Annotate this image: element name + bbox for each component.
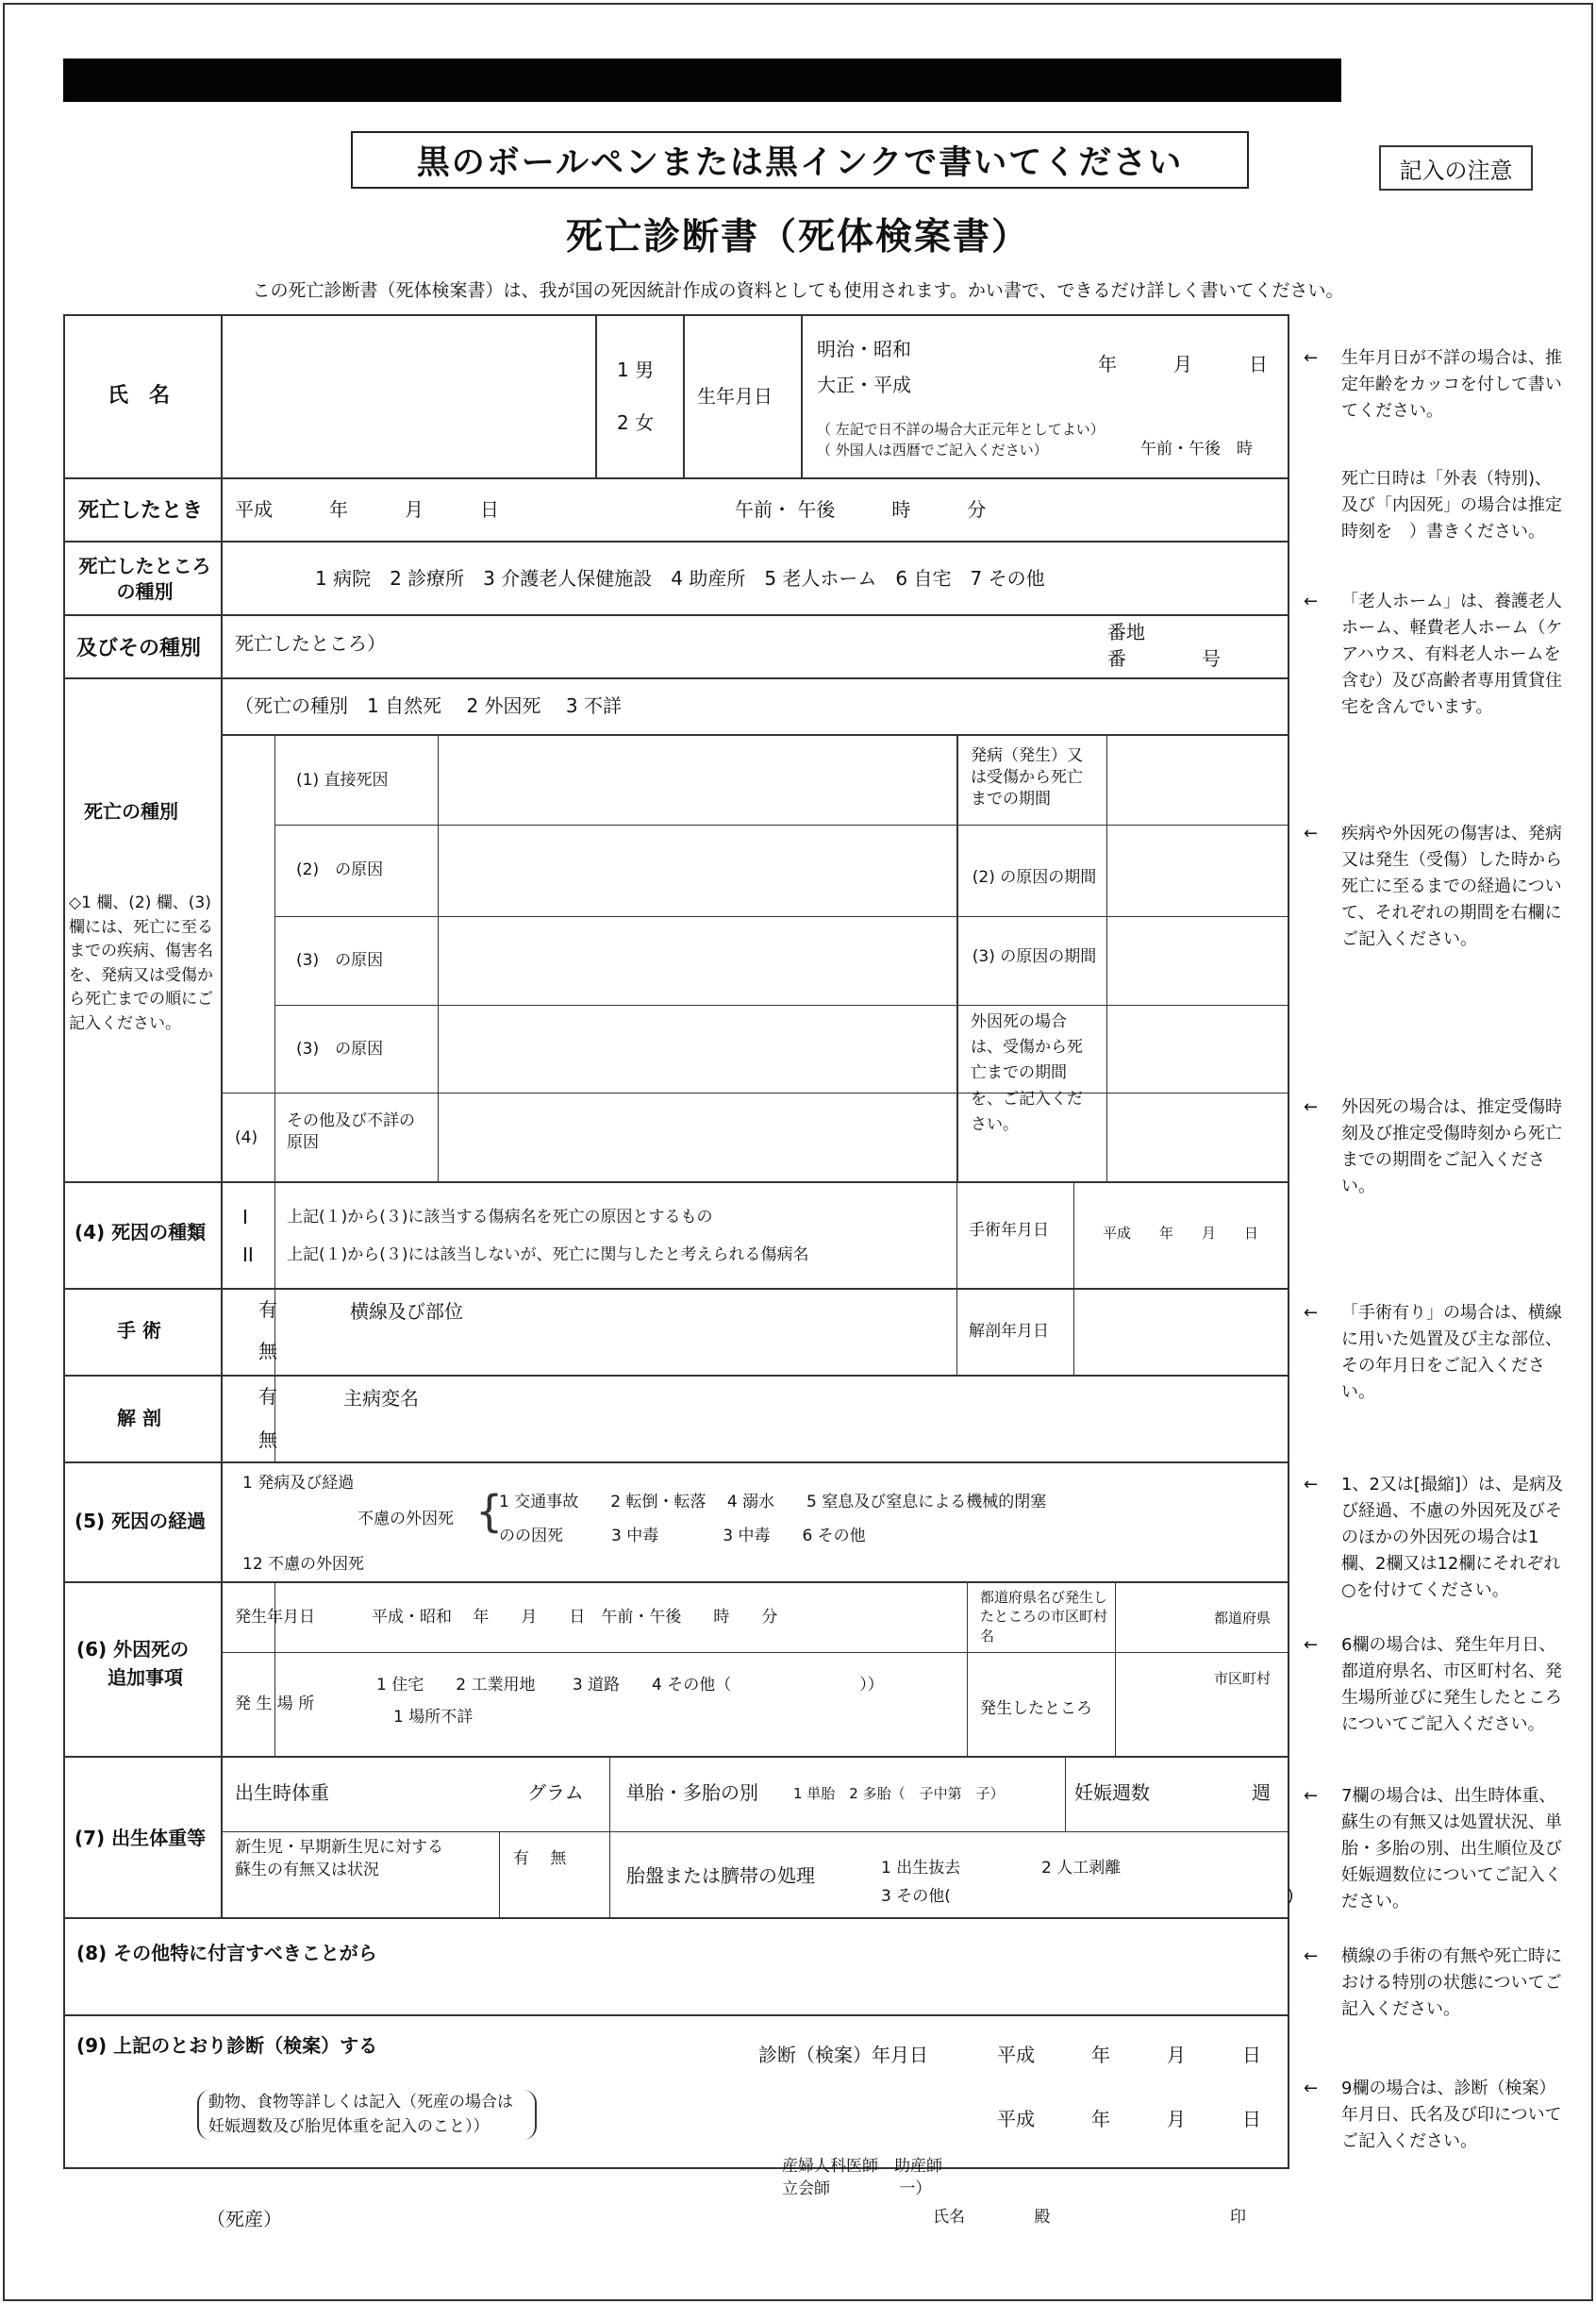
- side-note-10: ← 横線の手術の有無や死亡時における特別の状態についてご記入ください。: [1304, 1946, 1562, 2019]
- cause-2-input[interactable]: [439, 826, 956, 916]
- kind-label: (4) 死因の種類: [75, 1221, 207, 1244]
- surgery-field[interactable]: 横線及び部位: [350, 1300, 463, 1323]
- external-label-1: (6) 外因死の: [76, 1638, 190, 1661]
- external-label-2: 追加事項: [108, 1666, 183, 1689]
- form-title: 死亡診断書（死体検案書）: [565, 216, 1030, 259]
- autopsy-date-label: 解剖年月日: [969, 1322, 1049, 1341]
- death-time-label: 死亡したとき: [78, 499, 204, 523]
- resus-yn[interactable]: 有 無: [513, 1849, 567, 1868]
- side-note-3: ← 「老人ホーム」は、養護老人ホーム、軽費老人ホーム（ケアハウス、有料老人ホームを含む）及び高齢者専用賃貸住宅を含んでいます。: [1304, 592, 1563, 717]
- side-note-2: 死亡日時は「外表（特別)、及び「内因死」の場合は推定時刻を ）書きください。: [1341, 469, 1562, 542]
- signer-name[interactable]: 氏名 殿: [933, 2208, 1051, 2227]
- other-field[interactable]: [65, 1977, 1288, 2014]
- side-note-11: ← 9欄の場合は、診断（検案）年月日、氏名及び印についてご記入ください。: [1304, 2079, 1562, 2151]
- gest-label: 妊娠週数: [1074, 1781, 1150, 1804]
- ext-loc-label: 発 生 場 所: [235, 1695, 315, 1713]
- course-line-1[interactable]: 1 発病及び経過: [242, 1474, 355, 1493]
- resus-line-2: 蘇生の有無又は状況: [235, 1861, 379, 1879]
- birth-ampm: 午前・午後 時: [1140, 440, 1253, 459]
- form-intro: この死亡診断書（死体検案書）は、我が国の死因統計作成の資料としても使用されます。かい書で、できるだけ詳しく書いてください。: [252, 280, 1344, 301]
- kind-line-2[interactable]: 上記(１)から(３)には該当しないが、死亡に関与したと考えられる傷病名: [287, 1245, 809, 1264]
- cause-side-note: ◇1 欄、(2) 欄、(3) 欄には、死亡に至るまでの疾病、傷害名を、発病又は受傷から死亡までの順にご記入ください。: [69, 893, 213, 1033]
- op-date-field[interactable]: 平成 年 月 日: [1103, 1225, 1259, 1242]
- op-date-label: 手術年月日: [969, 1221, 1049, 1240]
- place-type-options[interactable]: 1 病院 2 診療所 3 介護老人保健施設 4 助産所 5 老人ホーム 6 自宅 7 その他: [315, 567, 1045, 590]
- diagnosis-label: (9) 上記のとおり診断（検案）する: [76, 2034, 378, 2057]
- place-number-1: 番地: [1107, 621, 1145, 643]
- side-note-8: ← 6欄の場合は、発生年月日、都道府県名、市区町村名、発生場所並びに発生したところについてご記入ください。: [1304, 1635, 1562, 1734]
- course-line-3[interactable]: 12 不慮の外因死: [242, 1555, 365, 1574]
- brace: {: [475, 1486, 504, 1537]
- cause-row-3: (3) の原因: [296, 951, 384, 970]
- cause-row-5: その他及び不詳の原因: [287, 1111, 415, 1152]
- sex-male-option[interactable]: 1 男: [617, 359, 655, 381]
- period-4: 外因死の場合は、受傷から死亡までの期間を、ご記入ください。: [971, 1012, 1083, 1134]
- autopsy-no[interactable]: 無: [258, 1428, 277, 1451]
- side-note-6: ← 「手術有り」の場合は、横線に用いた処置及び主な部位、その年月日をご記入ください。: [1304, 1303, 1562, 1402]
- autopsy-yes[interactable]: 有: [258, 1385, 277, 1408]
- ext-pref[interactable]: 都道府県: [1214, 1610, 1272, 1627]
- period-1: 発病（発生）又は受傷から死亡までの期間: [971, 746, 1083, 809]
- course-cause-2[interactable]: のの因死 3 中毒 3 中毒 6 その他: [499, 1527, 866, 1545]
- gest-week: 週: [1252, 1781, 1271, 1804]
- era-meiji-showa[interactable]: 明治・昭和: [817, 338, 911, 360]
- redaction-bar: [63, 58, 1341, 102]
- birth-label: (7) 出生体重等: [75, 1827, 207, 1849]
- cause-row-2: (2) の原因: [296, 860, 384, 879]
- place-field[interactable]: 死亡したところ）: [235, 632, 386, 655]
- period-3: (3) の原因の期間: [972, 947, 1097, 966]
- death-certificate-form: [63, 314, 1294, 2230]
- stillbirth-label: （死産）: [207, 2208, 282, 2230]
- ext-pref-label: 都道府県名び発生したところの市区町村名: [980, 1589, 1108, 1645]
- place-number-2: 番 号: [1107, 647, 1221, 670]
- name-label: 氏 名: [108, 384, 171, 408]
- birth-note-2: （ 外国人は西暦でご記入ください）: [817, 442, 1048, 459]
- birth-weight-label: 出生時体重: [235, 1781, 329, 1804]
- place-type-label: 死亡したところの種別: [78, 555, 211, 603]
- ext-occurred-label: 発生したところ: [980, 1699, 1092, 1718]
- diag-date-label: 診断（検案）年月日: [758, 2044, 928, 2066]
- placenta-3[interactable]: 3 その他( ): [881, 1887, 1294, 1906]
- cause-category[interactable]: （死亡の種別 1 自然死 2 外因死 3 不詳: [235, 694, 622, 717]
- doctor-type[interactable]: 産婦人科医師 助産師: [782, 2157, 942, 2176]
- ext-loc-options[interactable]: 1 住宅 2 工業用地 3 道路 4 その他（ ））: [376, 1676, 884, 1695]
- period-2: (2) の原因の期間: [972, 868, 1097, 887]
- cause-4-input[interactable]: [439, 1006, 956, 1093]
- ext-date-field[interactable]: 平成・昭和 年 月 日 午前・午後 時 分: [372, 1608, 778, 1627]
- notes-button[interactable]: 記入の注意: [1379, 145, 1533, 191]
- seal: 印: [1230, 2208, 1246, 2227]
- death-date-field[interactable]: 平成 年 月 日: [235, 498, 499, 521]
- kind-i: I: [242, 1206, 248, 1228]
- other-label: (8) その他特に付言すべきことがら: [76, 1942, 377, 1964]
- birth-gram: グラム: [527, 1781, 584, 1804]
- multi-label: 単胎・多胎の別: [626, 1781, 758, 1804]
- multi-options[interactable]: 1 単胎 2 多胎（ 子中第 子）: [793, 1785, 1005, 1802]
- side-note-9: ← 7欄の場合は、出生時体重、蘇生の有無又は処置状況、単胎・多胎の別、出生順位及び妊娠週数位についてご記入ください。: [1304, 1786, 1562, 1912]
- cause-other-input[interactable]: [439, 1094, 956, 1181]
- cause-1-input[interactable]: [439, 735, 956, 825]
- autopsy-field[interactable]: 主病変名: [343, 1387, 419, 1410]
- era-taisho-heisei[interactable]: 大正・平成: [817, 374, 911, 396]
- side-note-4: ← 疾病や外因死の傷害は、発病又は発生（受傷）した時から死亡に至るまでの経過について、それぞれの期間を右欄にご記入ください。: [1304, 824, 1562, 949]
- ext-date-label: 発生年月日: [235, 1608, 315, 1627]
- ext-city[interactable]: 市区町村: [1214, 1670, 1272, 1687]
- kind-ii: II: [242, 1244, 254, 1266]
- surgery-yes[interactable]: 有: [258, 1298, 277, 1321]
- kind-line-1[interactable]: 上記(１)から(３)に該当する傷病名を死亡の原因とするもの: [287, 1208, 713, 1227]
- course-cause-1[interactable]: 1 交通事故 2 転倒・転落 4 溺水 5 窒息及び窒息による機械的閉塞: [499, 1493, 1047, 1511]
- autopsy-label: 解 剖: [117, 1407, 161, 1429]
- side-note-7: ← 1、2又は[撮縮]）は、是病及び経過、不慮の外因死及びそのほかの外因死の場合は1欄、2欄又は12欄にそれぞれ○を付けてください。: [1304, 1475, 1563, 1600]
- placenta-2[interactable]: 2 人工剥離: [1041, 1859, 1122, 1878]
- placenta-1[interactable]: 1 出生抜去: [881, 1859, 961, 1878]
- cause-label: 死亡の種別: [84, 800, 178, 823]
- diag-date-2[interactable]: 平成 年 月 日: [997, 2108, 1261, 2130]
- birth-ymd: 年 月 日: [1098, 353, 1268, 376]
- course-label: (5) 死因の経過: [75, 1510, 207, 1532]
- cause-row-4: (3) の原因: [296, 1040, 384, 1059]
- sex-female-option[interactable]: 2 女: [617, 411, 655, 434]
- surgery-no[interactable]: 無: [258, 1340, 277, 1362]
- cause-row-5-num: (4): [235, 1128, 258, 1147]
- resus-line-1: 新生児・早期新生児に対する: [235, 1838, 443, 1857]
- stillbirth-note: 動物、食物等詳しくは記入（死産の場合は妊娠週数及び胎児体重を記入のこと））: [197, 2090, 537, 2140]
- cause-3-input[interactable]: [439, 917, 956, 1005]
- instruction-banner: 黒のボールペンまたは黒インクで書いてください: [351, 131, 1249, 189]
- doctor-type-2[interactable]: 立会師 一）: [782, 2179, 932, 2198]
- course-line-2: 不慮の外因死: [357, 1510, 454, 1528]
- birth-date-label: 生年月日: [697, 385, 773, 408]
- side-note-5: ← 外因死の場合は、推定受傷時刻及び推定受傷時刻から死亡までの期間をご記入ください。: [1304, 1097, 1562, 1196]
- ext-loc-unknown[interactable]: 1 場所不詳: [393, 1708, 474, 1727]
- death-ampm-field[interactable]: 午前・ 午後 時 分: [735, 498, 987, 521]
- diag-date-1[interactable]: 平成 年 月 日: [997, 2044, 1261, 2066]
- birth-note-1: （ 左記で日不詳の場合大正元年としてよい）: [817, 421, 1105, 438]
- placenta-label: 胎盤または臍帯の処理: [626, 1864, 815, 1887]
- place-label: 及びその種別: [76, 637, 202, 660]
- cause-row-1: (1) 直接死因: [296, 771, 389, 790]
- side-note-1: ← 生年月日が不詳の場合は、推定年齢をカッコを付して書いてください。: [1304, 348, 1562, 421]
- surgery-label: 手 術: [117, 1319, 161, 1342]
